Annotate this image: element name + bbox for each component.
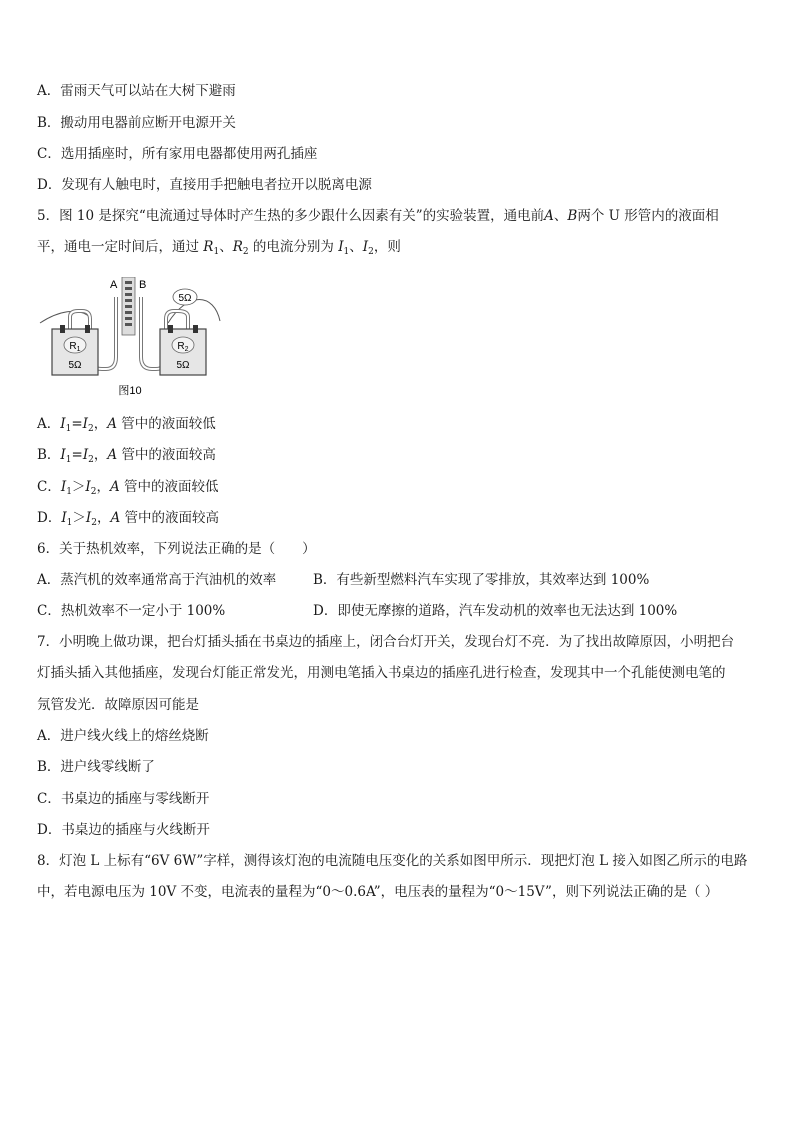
q6-option-d: D．即使无摩擦的道路，汽车发动机的效率也无法达到 100% bbox=[313, 603, 678, 619]
q4-option-a: A．雷雨天气可以站在大树下避雨 bbox=[37, 83, 236, 99]
q4-option-d: D．发现有人触电时，直接用手把触电者拉开以脱离电源 bbox=[37, 177, 372, 193]
q7-stem-line1: 7．小明晚上做功课，把台灯插头插在书桌边的插座上，闭合台灯开关，发现台灯不亮．为了找出故障原因，小明把台 bbox=[37, 634, 735, 650]
svg-text:R1: $R_1$ bbox=[69, 341, 81, 353]
q6-option-b: B．有些新型燃料汽车实现了零排放，其效率达到 100% bbox=[313, 572, 650, 588]
q4-option-c: C．选用插座时，所有家用电器都使用两孔插座 bbox=[37, 146, 318, 162]
q5-stem-line1: 5．图 10 是探究“电流通过导体时产生热的多少跟什么因素有关”的实验装置，通电前A、B两个 U 形管内的液面相 bbox=[37, 208, 719, 224]
tube-label-a: A bbox=[110, 279, 118, 291]
q7-option-b: B．进户线零线断了 bbox=[37, 759, 155, 775]
q5-stem-line2: 平，通电一定时间后，通过 $R_1$、$R_2$ 的电流分别为 $I_1$、$I_2$，则 bbox=[37, 239, 401, 257]
svg-text:R2: $R_2$ bbox=[177, 341, 189, 353]
top-resistor-label: 5Ω bbox=[178, 293, 192, 304]
wire-left bbox=[40, 311, 90, 323]
r1-value: 5Ω bbox=[68, 360, 82, 371]
q5-option-d: D．$I_1>I_2$，A 管中的液面较高 bbox=[37, 510, 220, 528]
q5-option-c: C．$I_1>I_2$，A 管中的液面较低 bbox=[37, 479, 219, 497]
q4-option-b: B．搬动用电器前应断开电源开关 bbox=[37, 115, 236, 131]
q7-stem-line2: 灯插头插入其他插座，发现台灯能正常发光，用测电笔插入书桌边的插座孔进行检查，发现其中一个孔能使测电笔的 bbox=[37, 665, 726, 681]
q7-stem-line3: 氖管发光．故障原因可能是 bbox=[37, 697, 199, 713]
q7-option-d: D．书桌边的插座与火线断开 bbox=[37, 822, 210, 838]
q5-apparatus-figure bbox=[38, 277, 222, 399]
q5-option-b: B．$I_1=I_2$，A 管中的液面较高 bbox=[37, 447, 216, 465]
q6-option-c: C．热机效率不一定小于 100% bbox=[37, 603, 226, 619]
q6-option-a: A．蒸汽机的效率通常高于汽油机的效率 bbox=[37, 572, 277, 588]
tube-label-b: B bbox=[139, 279, 147, 291]
q7-option-c: C．书桌边的插座与零线断开 bbox=[37, 791, 210, 807]
q7-option-a: A．进户线火线上的熔丝烧断 bbox=[37, 728, 209, 744]
q5-option-a: A．$I_1=I_2$，A 管中的液面较低 bbox=[37, 416, 216, 434]
figure-caption: 图10 bbox=[118, 385, 142, 397]
q8-stem-line1: 8．灯泡 L 上标有“6V 6W”字样，测得该灯泡的电流随电压变化的关系如图甲所示．现把灯泡 L 接入如图乙所示的电路 bbox=[37, 853, 748, 869]
r2-value: 5Ω bbox=[176, 360, 190, 371]
q8-stem-line2: 中，若电源电压为 10V 不变，电流表的量程为“0～0.6A”，电压表的量程为“0～15V”，则下列说法正确的是（ ） bbox=[37, 884, 719, 900]
q6-stem: 6．关于热机效率，下列说法正确的是（ ） bbox=[37, 541, 316, 557]
